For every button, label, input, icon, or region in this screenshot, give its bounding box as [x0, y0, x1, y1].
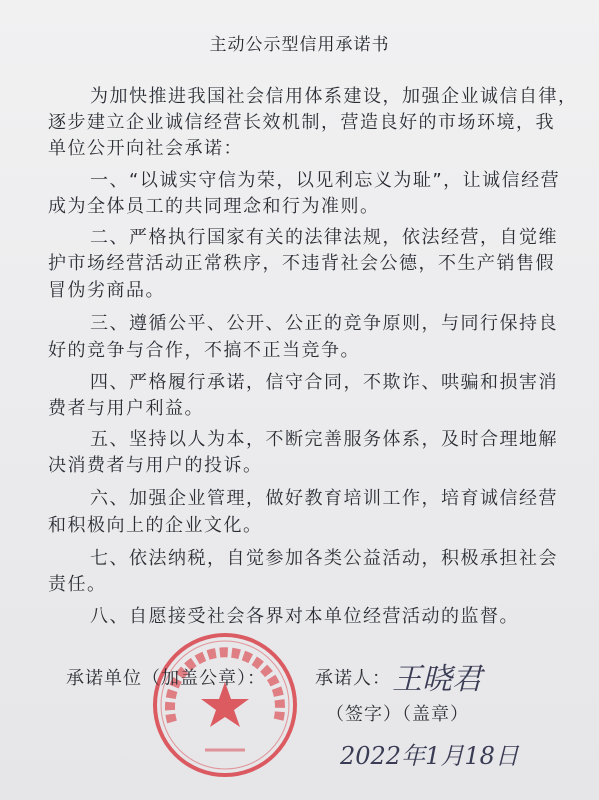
- body-line: 冒伪劣商品。: [48, 280, 165, 301]
- body-line: 七、依法纳税，自觉参加各类公益活动，积极承担社会: [90, 548, 558, 569]
- sign-note: （签字）（盖章）: [326, 704, 469, 725]
- body-line: 六、加强企业管理，做好教育培训工作，培育诚信经营: [90, 488, 558, 509]
- body-line: 四、严格履行承诺，信守合同，不欺诈、哄骗和损害消: [90, 372, 558, 393]
- body-line: 一、“以诚实守信为荣，以见利忘义为耻”，让诚信经营: [90, 170, 561, 191]
- body-line: 和积极向上的企业文化。: [48, 515, 263, 536]
- body-line: 三、遵循公平、公开、公正的竞争原则，与同行保持良: [90, 313, 558, 334]
- body-line: 责任。: [48, 574, 107, 595]
- body-line: 二、严格执行国家有关的法律法规，依法经营，自觉维: [90, 227, 558, 248]
- body-line: 八、自愿接受社会各界对本单位经营活动的监督。: [90, 606, 519, 627]
- body-line: 费者与用户利益。: [48, 398, 204, 419]
- body-line: 成为全体员工的共同理念和行为准则。: [48, 196, 380, 217]
- official-seal-icon: [150, 630, 300, 780]
- document-title: 主动公示型信用承诺书: [209, 35, 390, 55]
- body-line: 逐步建立企业诚信经营长效机制，营造良好的市场环境，我: [48, 112, 555, 133]
- person-label: 承诺人：: [315, 668, 391, 689]
- body-line: 为加快推进我国社会信用体系建设，加强企业诚信自律，: [90, 86, 578, 107]
- body-line: 好的竞争与合作，不搞不正当竞争。: [48, 340, 360, 361]
- body-line: 护市场经营活动正常秩序，不违背社会公德，不生产销售假: [48, 253, 555, 274]
- signer-signature: 王晓君: [392, 662, 482, 697]
- body-line: 五、坚持以人为本，不断完善服务体系，及时合理地解: [90, 429, 558, 450]
- unit-label: 承诺单位（加盖公章）：: [66, 668, 266, 689]
- signing-date: 2022年1月18日: [340, 742, 519, 770]
- body-line: 决消费者与用户的投诉。: [48, 455, 263, 476]
- body-line: 单位公开向社会承诺：: [48, 138, 243, 159]
